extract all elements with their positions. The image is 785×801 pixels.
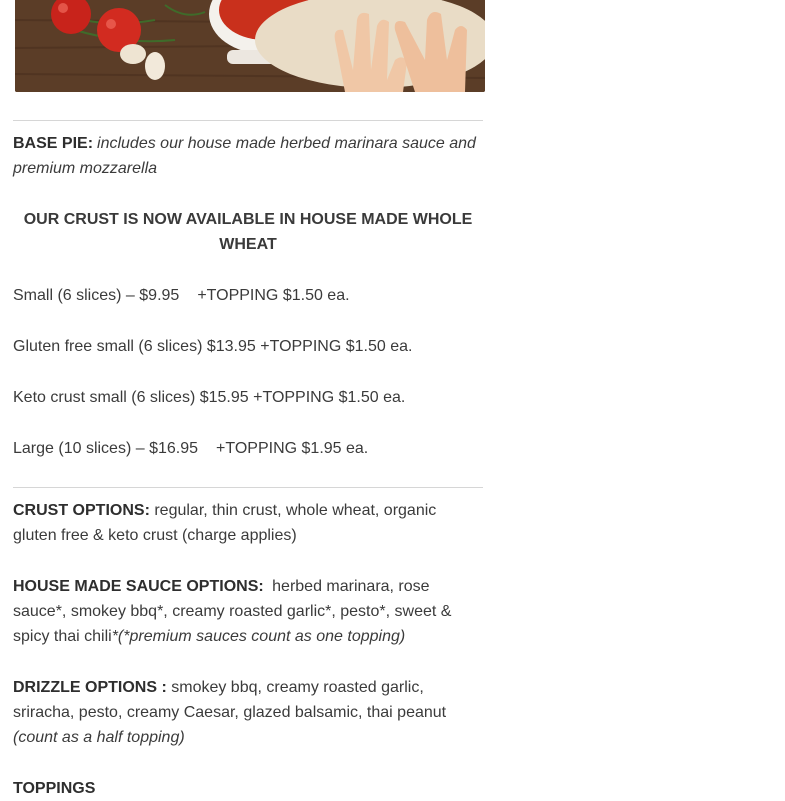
pizza-hero-image <box>15 0 485 92</box>
divider-top <box>13 120 483 121</box>
sauce-options-paragraph <box>13 574 483 649</box>
price-line-small <box>13 283 483 308</box>
size-price: $13.95 <box>206 338 256 355</box>
sauce-options-label: HOUSE MADE SAUCE OPTIONS: <box>13 578 264 595</box>
size-name: Gluten free small (6 slices) <box>13 338 203 355</box>
price-line-large <box>13 436 483 461</box>
drizzle-options-text: smokey bbq, creamy roasted garlic, sriracha, pesto, creamy Caesar, glazed balsamic, thai peanut <box>13 679 447 721</box>
divider-mid <box>13 487 483 488</box>
toppings-heading: TOPPINGS <box>13 780 96 797</box>
size-name: Small (6 slices) – <box>13 287 135 304</box>
size-name: Keto crust small (6 slices) <box>13 389 196 406</box>
price-line-keto <box>13 385 483 410</box>
topping-price: +TOPPING $1.50 ea. <box>260 338 413 355</box>
size-price: $9.95 <box>139 287 180 304</box>
crust-options-paragraph <box>13 498 483 548</box>
drizzle-options-note: (count as a half topping) <box>13 729 185 746</box>
sauce-options-text: herbed marinara, rose sauce*, smokey bbq*, creamy roasted garlic*, pesto*, sweet & spicy thai chili <box>13 578 452 645</box>
size-name: Large (10 slices) – <box>13 440 145 457</box>
topping-price: +TOPPING $1.95 ea. <box>216 440 369 457</box>
base-pie-description: includes our house made herbed marinara sauce and premium mozzarella <box>13 135 476 177</box>
size-price: $16.95 <box>149 440 199 457</box>
size-price: $15.95 <box>199 389 249 406</box>
topping-price: +TOPPING $1.50 ea. <box>197 287 350 304</box>
base-pie-label: BASE PIE: <box>13 135 94 152</box>
crust-options-text: regular, thin crust, whole wheat, organic gluten free & keto crust (charge applies) <box>13 502 437 544</box>
price-line-gluten-free <box>13 334 483 359</box>
whole-wheat-notice: OUR CRUST IS NOW AVAILABLE IN HOUSE MADE WHOLE WHEAT <box>23 211 473 253</box>
drizzle-options-paragraph <box>13 675 483 750</box>
crust-options-label: CRUST OPTIONS: <box>13 502 150 519</box>
sauce-options-note: *(*premium sauces count as one topping) <box>111 628 406 645</box>
base-pie-paragraph <box>13 131 483 181</box>
drizzle-options-label: DRIZZLE OPTIONS : <box>13 679 167 696</box>
topping-price: +TOPPING $1.50 ea. <box>253 389 406 406</box>
